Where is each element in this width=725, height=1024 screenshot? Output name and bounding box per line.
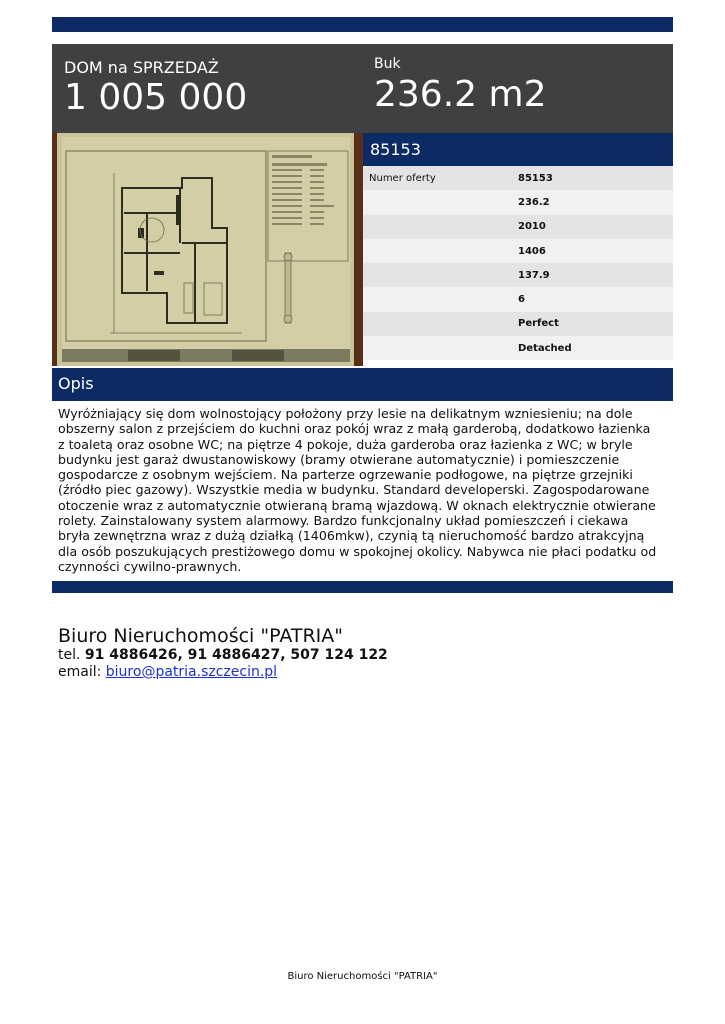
- details-row: [363, 166, 673, 190]
- details-value: 2010: [518, 221, 546, 233]
- listing-city: Buk: [374, 56, 401, 72]
- floor-plan-photo: [52, 133, 363, 366]
- details-value: 85153: [518, 172, 553, 184]
- top-accent-bar: [52, 17, 673, 32]
- phone-line: [58, 647, 388, 663]
- agency-name: Biuro Nieruchomości "PATRIA": [58, 625, 344, 647]
- details-value: Perfect: [518, 318, 559, 330]
- listing-price: 1 005 000: [64, 77, 248, 118]
- details-value: Detached: [518, 342, 572, 354]
- details-row: [363, 336, 673, 360]
- details-row: [363, 287, 673, 311]
- details-value: 6: [518, 294, 525, 306]
- description-heading: Opis: [52, 368, 673, 401]
- listing-header: [52, 44, 673, 133]
- details-value: 236.2: [518, 196, 550, 208]
- details-row: [363, 263, 673, 287]
- details-row: [363, 190, 673, 214]
- phone-label: tel.: [58, 647, 85, 663]
- phone-numbers: 91 4886426, 91 4886427, 507 124 122: [84, 647, 388, 663]
- details-row: [363, 312, 673, 336]
- details-row: [363, 239, 673, 263]
- footer-text: Biuro Nieruchomości "PATRIA": [287, 971, 438, 982]
- email-line: [58, 664, 277, 680]
- details-table: [363, 166, 673, 360]
- listing-area: 236.2 m2: [374, 74, 547, 115]
- details-value: 137.9: [518, 269, 550, 281]
- details-value: 1406: [518, 245, 546, 257]
- email-link[interactable]: biuro@patria.szczecin.pl: [105, 664, 278, 680]
- bottom-accent-bar: [52, 581, 673, 593]
- details-row: [363, 215, 673, 239]
- offer-id-heading: 85153: [363, 133, 673, 166]
- description-text: Wyróżniający się dom wolnostojący położony przy lesie na delikatnym wzniesieniu; na dole obszerny salon z przejściem do kuchni oraz pokój wraz z małą garderobą, dodatkowo łazienka z toaletą oraz osobne WC; na piętrze 4 pokoje, duża garderoba oraz łazienka z WC; w bryle budynku jest garaż dwustanowiskowy (bramy otwierane automatycznie) i pomieszczenie gospodarcze z osobnym wejściem. Na parterze ogrzewanie podłogowe, na piętrze grzejniki (źródło piec gazowy). Wszystkie media w budynku. Standard developerski. Zagospodarowane otoczenie wraz z automatycznie otwieraną bramą wjazdową. W oknach elektrycznie otwierane rolety. Zainstalowany system alarmowy. Bardzo funkcjonalny układ pomieszczeń i ciekawa bryła zewnętrzna wraz z dużą działką (1406mkw), czynią tą nieruchomość bardzo atrakcyjną dla osób poszukujących prestiżowego domu w spokojnej okolicy. Nabywca nie płaci podatku od czynności cywilno-prawnych.: [58, 406, 657, 574]
- details-label: Numer oferty: [369, 172, 436, 184]
- email-label: email:: [58, 664, 106, 680]
- listing-type: DOM na SPRZEDAŻ: [64, 58, 219, 77]
